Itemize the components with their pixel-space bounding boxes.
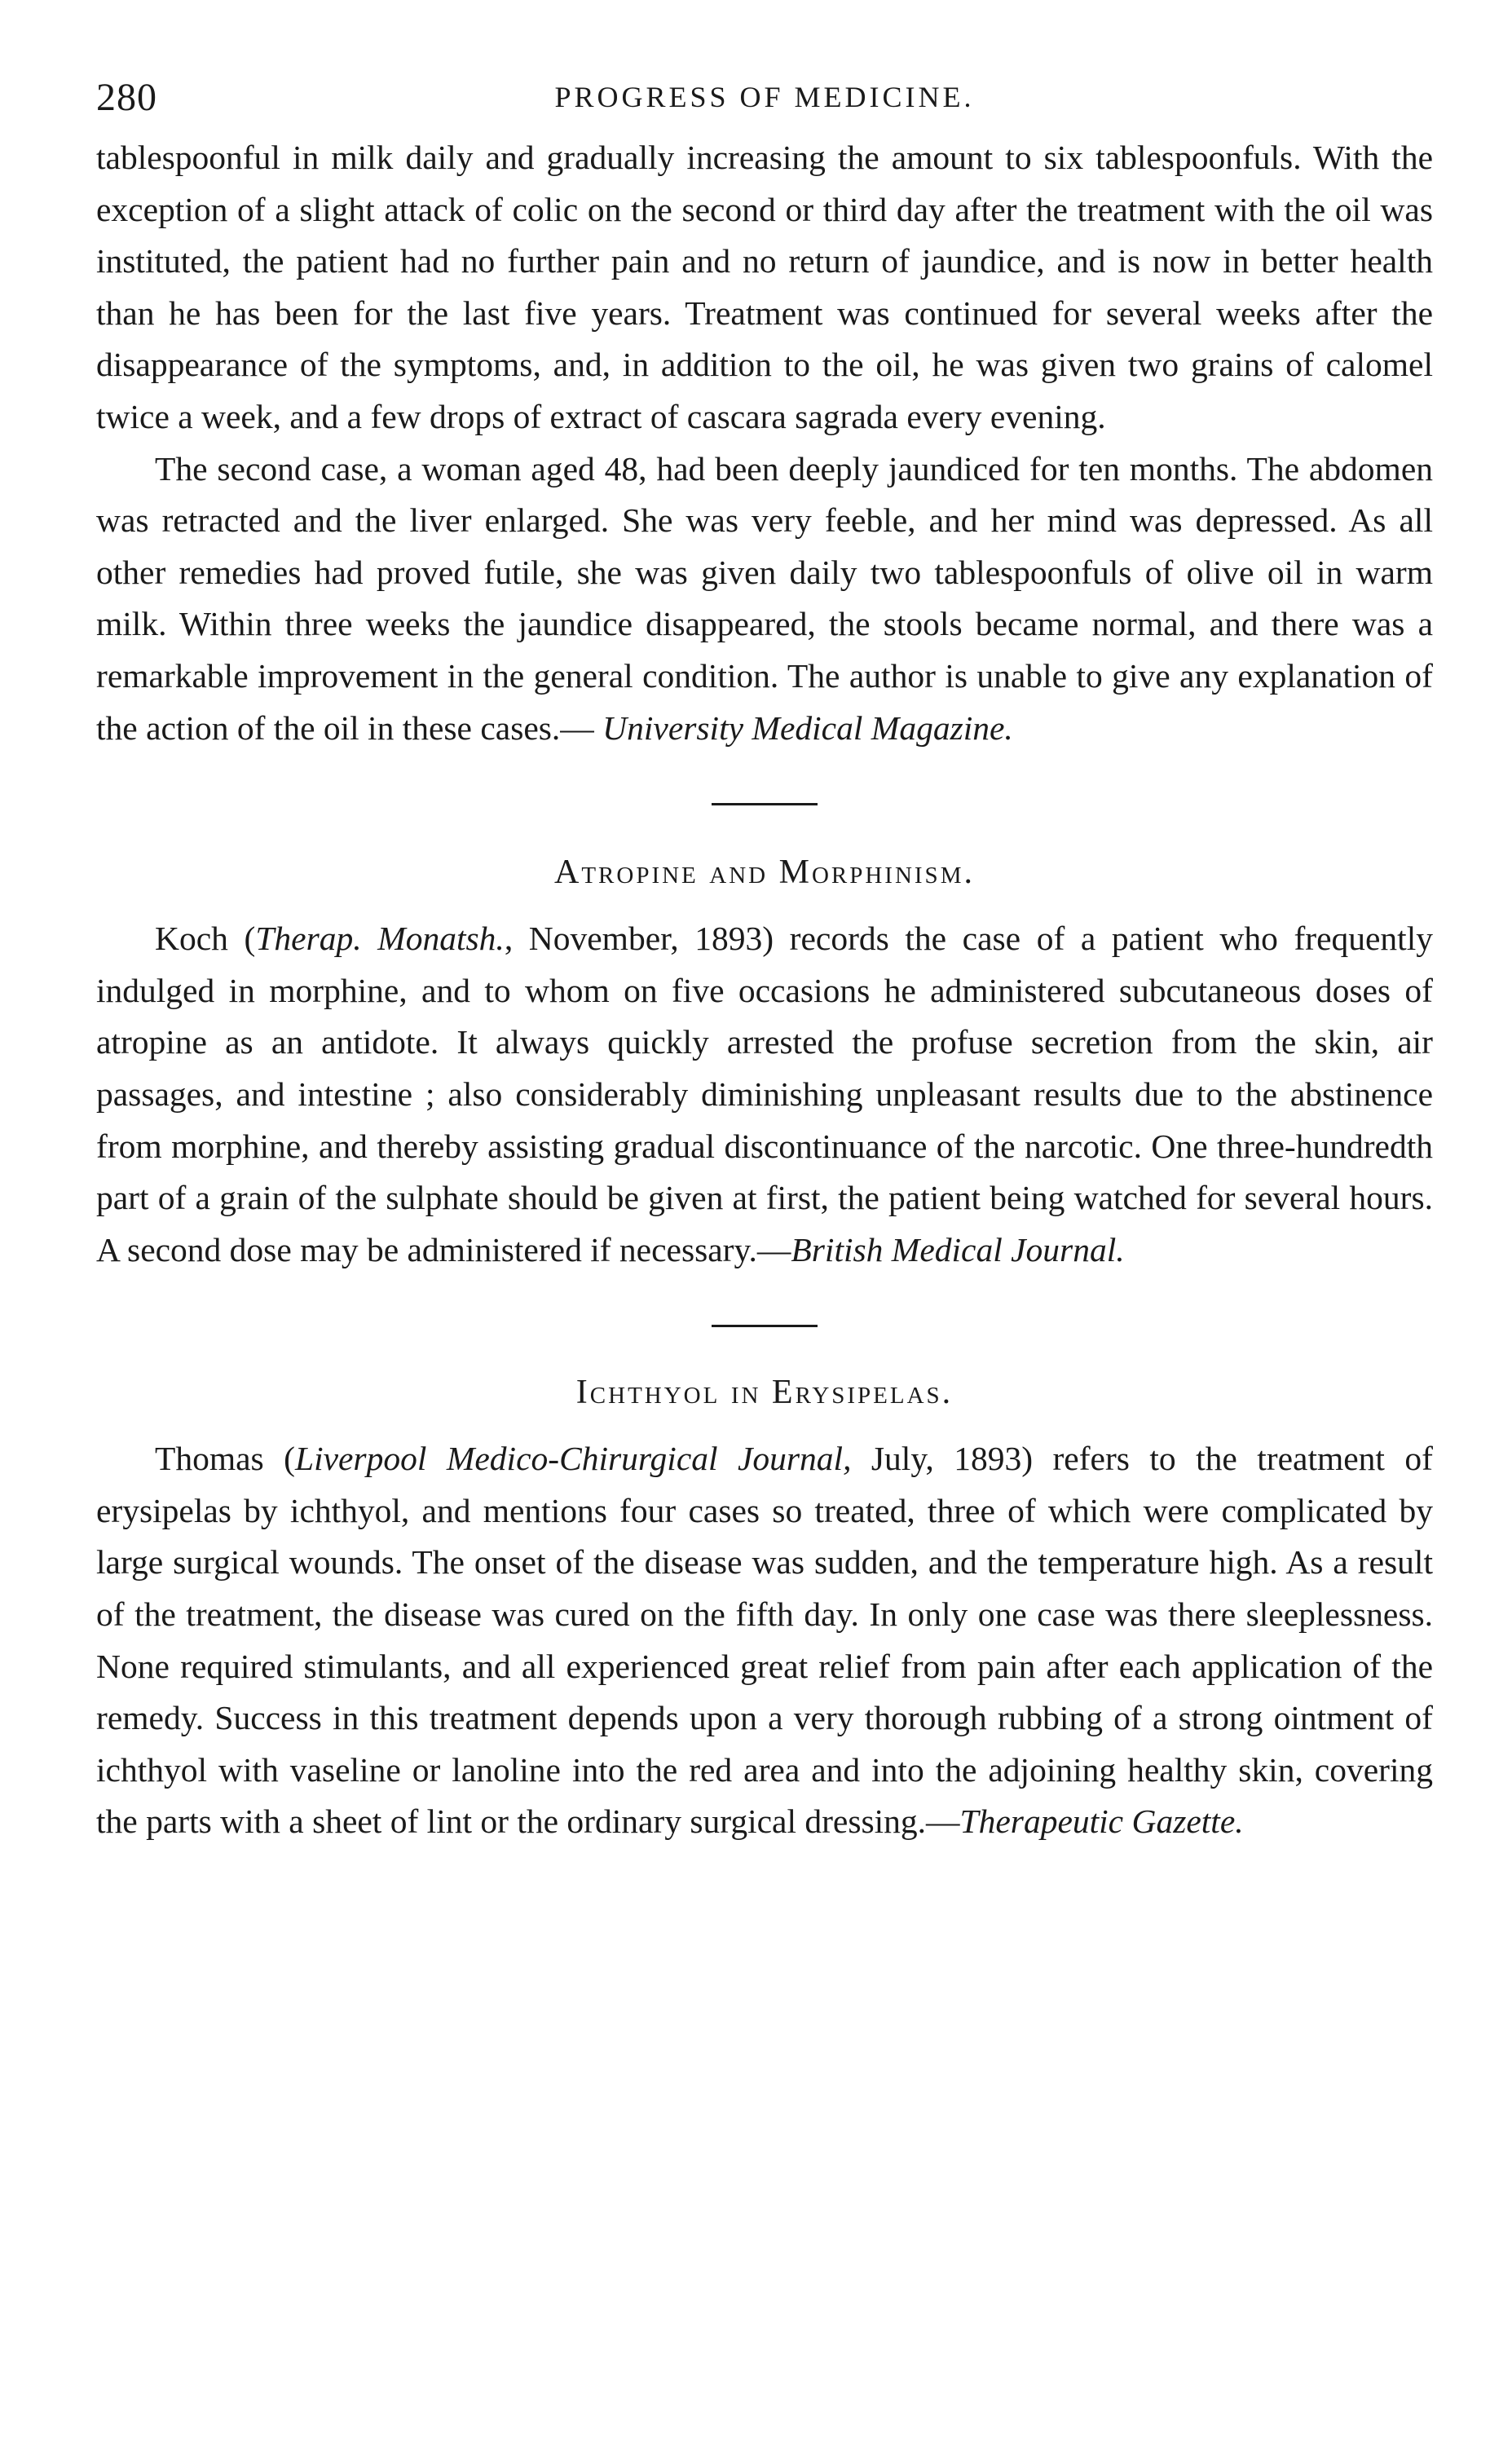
running-title: PROGRESS OF MEDICINE. bbox=[554, 81, 975, 113]
paragraph-olive-oil-continued bbox=[96, 132, 1433, 443]
section-divider bbox=[712, 803, 818, 805]
paragraph-text: tablespoonful in milk daily and gradually increasing the amount to six tablespoonfuls. With the exception of a slight attack of colic on the second or third day after the treatment with the oil was instituted, the patient had no further pain and no return of jaundice, and is now in better health than he has been for the last five years. Treatment was continued for several weeks after the disappearance of the symptoms, and, in addition to the oil, he was given two grains of calomel twice a week, and a few drops of extract of cascara sagrada every evening. bbox=[96, 139, 1433, 435]
section-divider bbox=[712, 1325, 818, 1327]
paragraph-text: July, 1893) refers to the treatment of erysipelas by ichthyol, and mentions four cases so treated, three of which were complicated by large surgical wounds. The onset of the disease was sudden, and the temperature high. As a result of the treatment, the disease was cured on the fifth day. In only one case was there sleeplessness. None required stimulants, and all experienced great relief from pain after each application of the remedy. Success in this treatment depends upon a very thorough rubbing of a strong ointment of ichthyol with vaseline or lanoline into the red area and into the adjoining healthy skin, covering the parts with a sheet of lint or the ordinary surgical dressing. bbox=[96, 1440, 1433, 1841]
journal-citation: Liverpool Medico-Chirurgical Journal, bbox=[294, 1440, 852, 1478]
source-citation: Therapeutic Gazette. bbox=[959, 1802, 1244, 1841]
paragraph-text: The second case, a woman aged 48, had been deeply jaundiced for ten months. The abdomen was retracted and the liver enlarged. She was very feeble, and her mind was depressed. As all other remedies had proved futile, she was given daily two tablespoonfuls of olive oil in warm milk. Within three weeks the jaundice disappeared, the stools became normal, and there was a remarkable improvement in the general condition. The author is unable to give any explanation of the action of the oil in these cases. bbox=[96, 449, 1433, 747]
paragraph-ichthyol bbox=[96, 1433, 1433, 1848]
section-title-ichthyol: Ichthyol in Erysipelas. bbox=[575, 1374, 954, 1412]
running-head bbox=[96, 59, 1433, 132]
section-title-atropine: Atropine and Morphinism. bbox=[554, 854, 975, 892]
source-citation: British Medical Journal. bbox=[791, 1230, 1125, 1268]
paragraph-atropine bbox=[96, 913, 1433, 1276]
source-dash: — bbox=[926, 1802, 960, 1841]
page-number: 280 bbox=[96, 76, 157, 119]
paragraph-second-case bbox=[96, 443, 1433, 755]
source-dash: — bbox=[560, 708, 603, 747]
journal-citation: Therap. Monatsh. bbox=[255, 920, 505, 958]
source-dash: — bbox=[756, 1230, 791, 1268]
paragraph-intro: Koch ( bbox=[155, 920, 256, 958]
document-page bbox=[96, 59, 1433, 1848]
paragraph-intro: Thomas ( bbox=[155, 1440, 295, 1478]
source-citation: University Medical Magazine. bbox=[602, 708, 1013, 747]
paragraph-text: , November, 1893) records the case of a patient who frequently indulged in morphine, and to whom on five occasions he administered subcutaneous doses of atropine as an antidote. It always quickly arrested the profuse secretion from the skin, air passages, and intestine ; also considerably diminishing unpleasant results due to the abstinence from morphine, and thereby assisting gradual discontinuance of the narcotic. One three-hundredth part of a grain of the sulphate should be given at first, the patient being watched for several hours. A second dose may be administered if necessary. bbox=[96, 920, 1433, 1268]
